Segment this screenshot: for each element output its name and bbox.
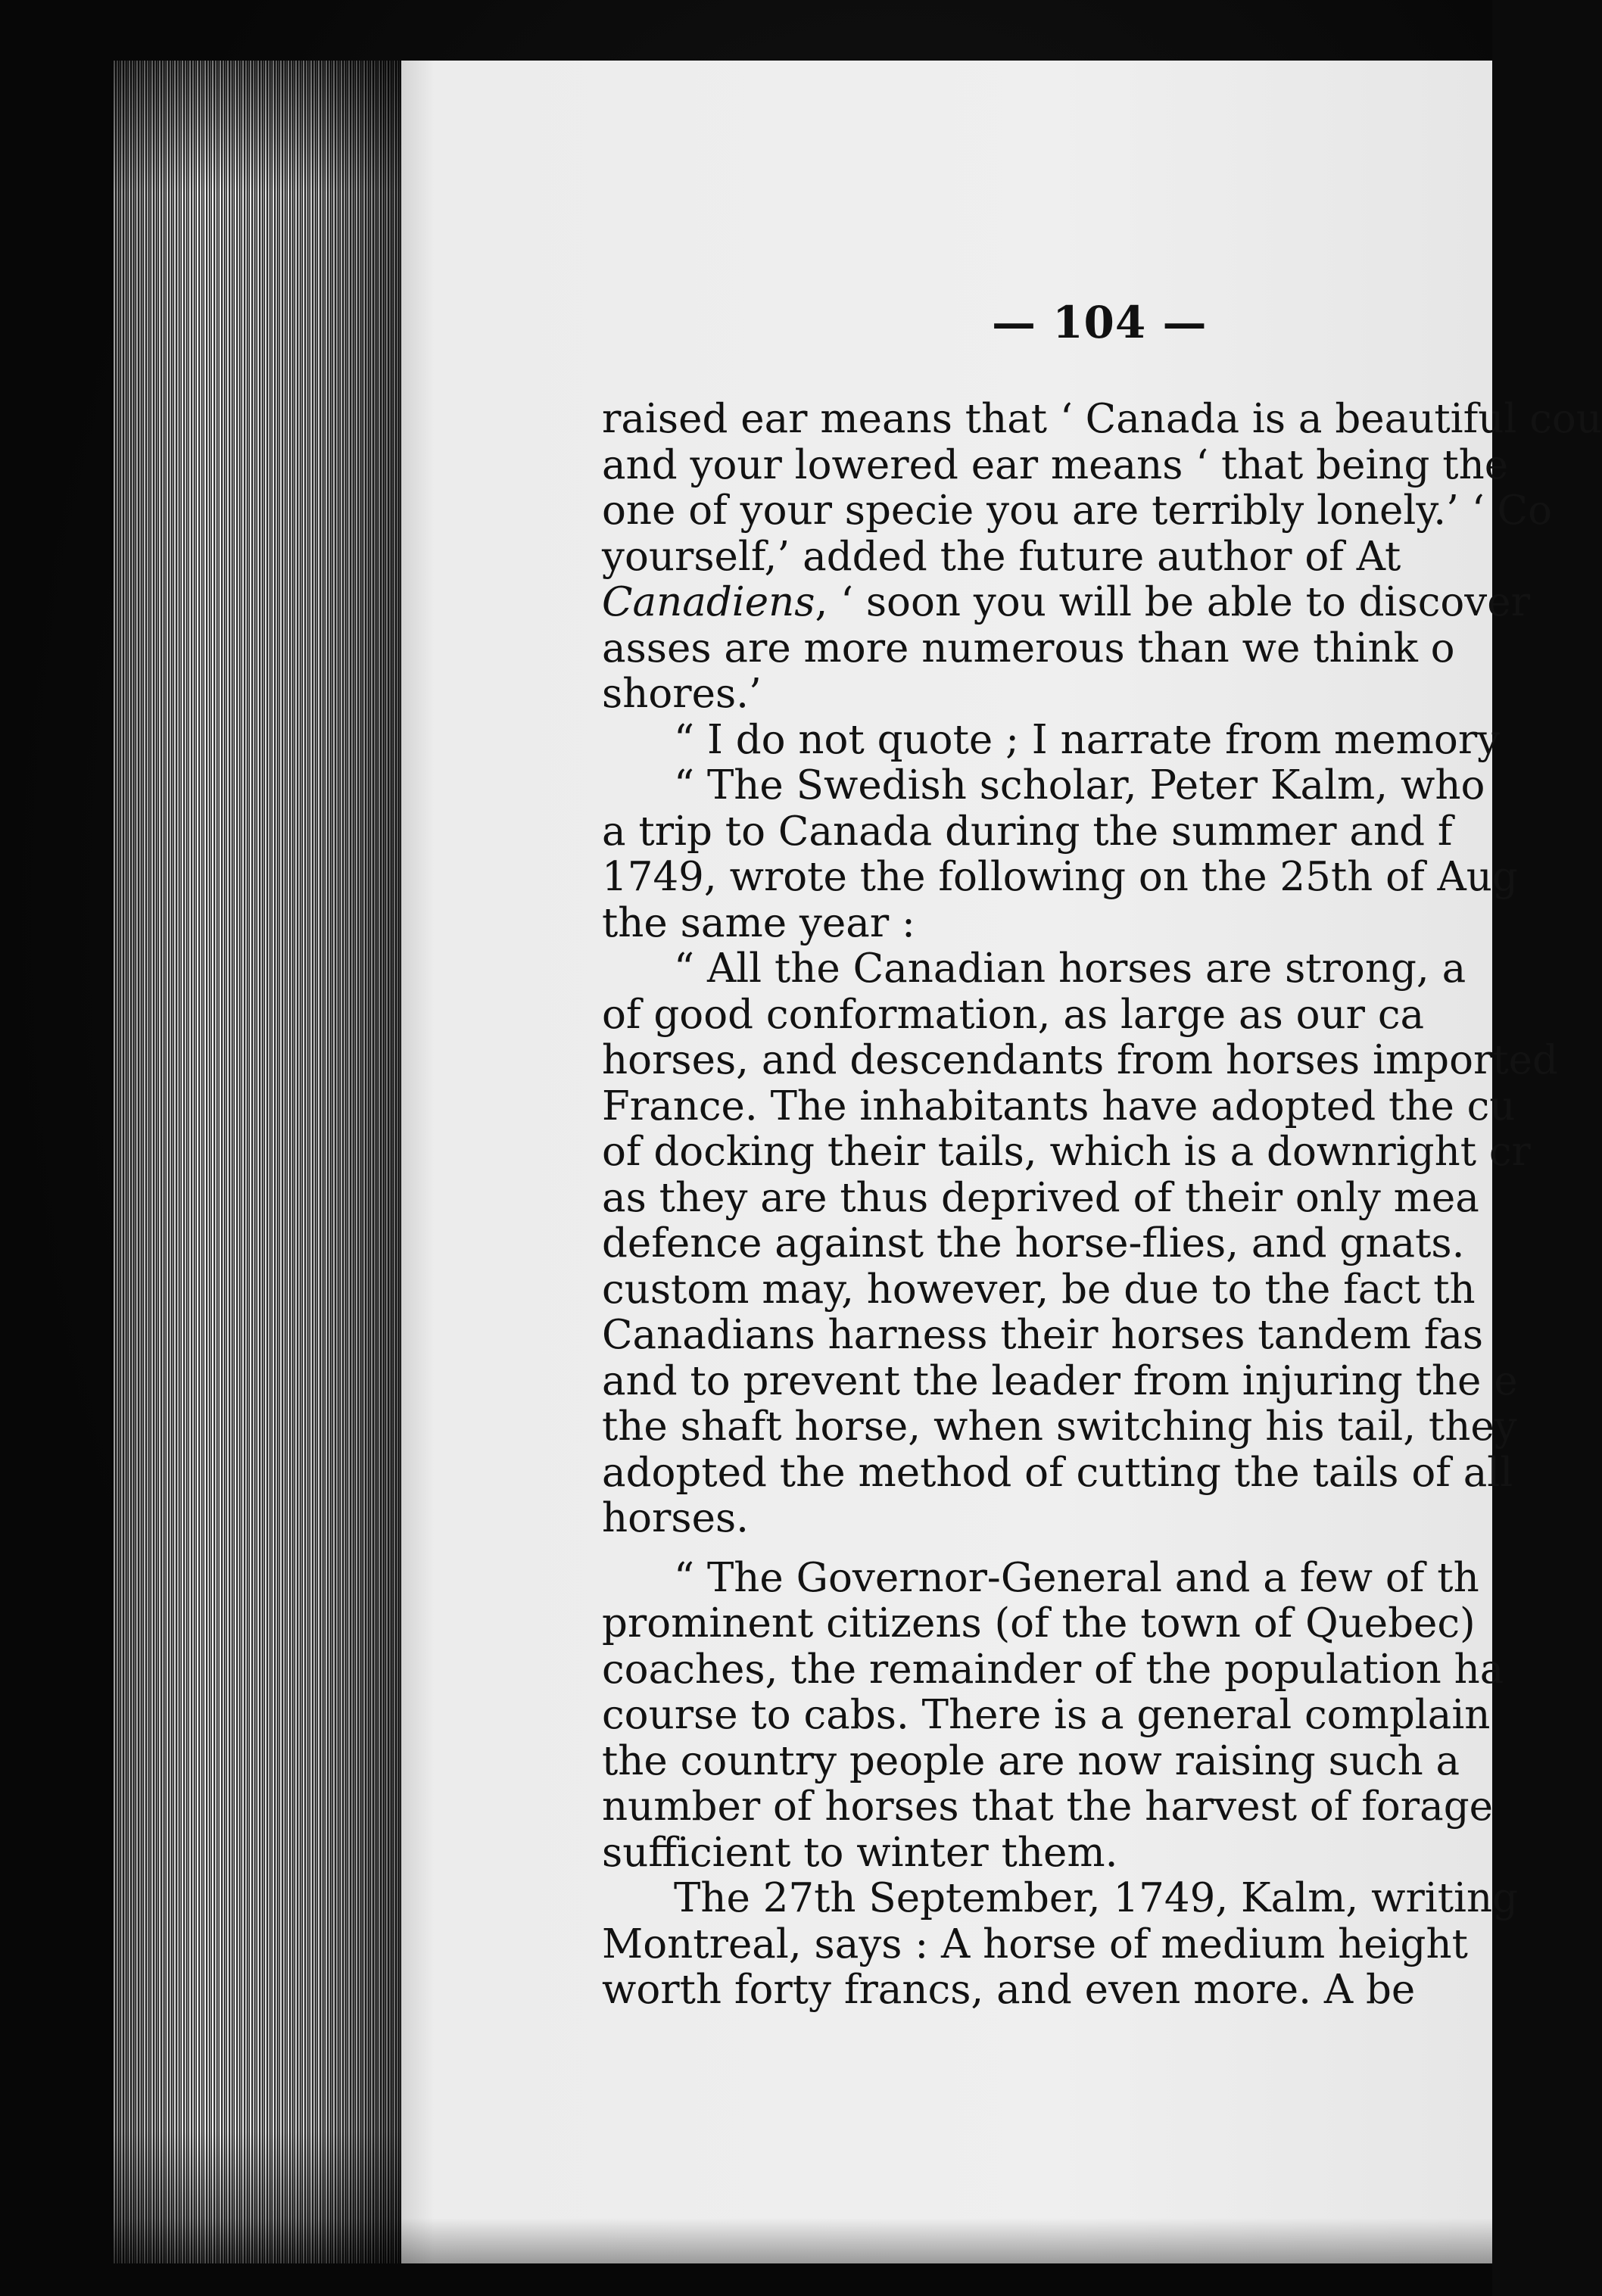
text-line: custom may, however, be due to the fact th	[602, 1266, 1476, 1313]
text-line: yourself,’ added the future author of At	[602, 533, 1401, 580]
text-line: Canadians harness their horses tandem fas	[602, 1312, 1484, 1358]
text-line: course to cabs. There is a general complain	[602, 1692, 1491, 1738]
text-line: prominent citizens (of the town of Quebec)	[602, 1600, 1476, 1646]
text-line: Canadiens, ‘ soon you will be able to discover	[602, 579, 1530, 625]
text-line: and your lowered ear means ‘ that being the	[602, 441, 1509, 488]
page-number: — 104 —	[992, 297, 1208, 348]
text-line: “ I do not quote ; I narrate from memory	[674, 716, 1501, 763]
text-line: “ All the Canadian horses are strong, a	[674, 946, 1466, 992]
text-line: and to prevent the leader from injuring the e	[602, 1357, 1518, 1404]
page-edges-stack	[114, 61, 401, 2263]
text-line: the shaft horse, when switching his tail, they	[602, 1403, 1517, 1450]
text-line: The 27th September, 1749, Kalm, writing	[674, 1875, 1519, 1921]
text-line: worth forty francs, and even more. A be	[602, 1967, 1416, 2013]
paragraph-gap	[602, 1542, 1492, 1556]
text-line: 1749, wrote the following on the 25th of Aug	[602, 854, 1518, 900]
text-line: shores.’	[602, 671, 762, 717]
bottom-shadow	[114, 2218, 1492, 2263]
text-line: asses are more numerous than we think o	[602, 625, 1455, 671]
text-line: as they are thus deprived of their only mea	[602, 1174, 1479, 1221]
text-line: number of horses that the harvest of forage	[602, 1784, 1494, 1830]
text-line: horses, and descendants from horses imported	[602, 1037, 1558, 1083]
text-line: coaches, the remainder of the population ha	[602, 1646, 1504, 1693]
text-line: of docking their tails, which is a downright cr	[602, 1129, 1531, 1175]
text-line: “ The Governor-General and a few of th	[674, 1554, 1479, 1601]
text-line: horses.	[602, 1495, 749, 1541]
text-line: a trip to Canada during the summer and f	[602, 808, 1453, 855]
text-line: the same year :	[602, 899, 915, 946]
text-line: adopted the method of cutting the tails of all	[602, 1449, 1513, 1496]
text-line: Montreal, says : A horse of medium height	[602, 1921, 1468, 1967]
text-line: the country people are now raising such a	[602, 1737, 1460, 1784]
text-body	[602, 396, 1602, 2047]
text-line: defence against the horse-flies, and gnats.	[602, 1220, 1465, 1266]
text-line: one of your specie you are terribly lonely.’ ‘ Co	[602, 488, 1552, 534]
text-line: France. The inhabitants have adopted the cu	[602, 1083, 1516, 1129]
text-line: raised ear means that ‘ Canada is a beautiful cou	[602, 396, 1602, 442]
text-line: sufficient to winter them.	[602, 1829, 1118, 1876]
text-line: of good conformation, as large as our ca	[602, 991, 1425, 1038]
text-line: “ The Swedish scholar, Peter Kalm, who	[674, 762, 1485, 808]
